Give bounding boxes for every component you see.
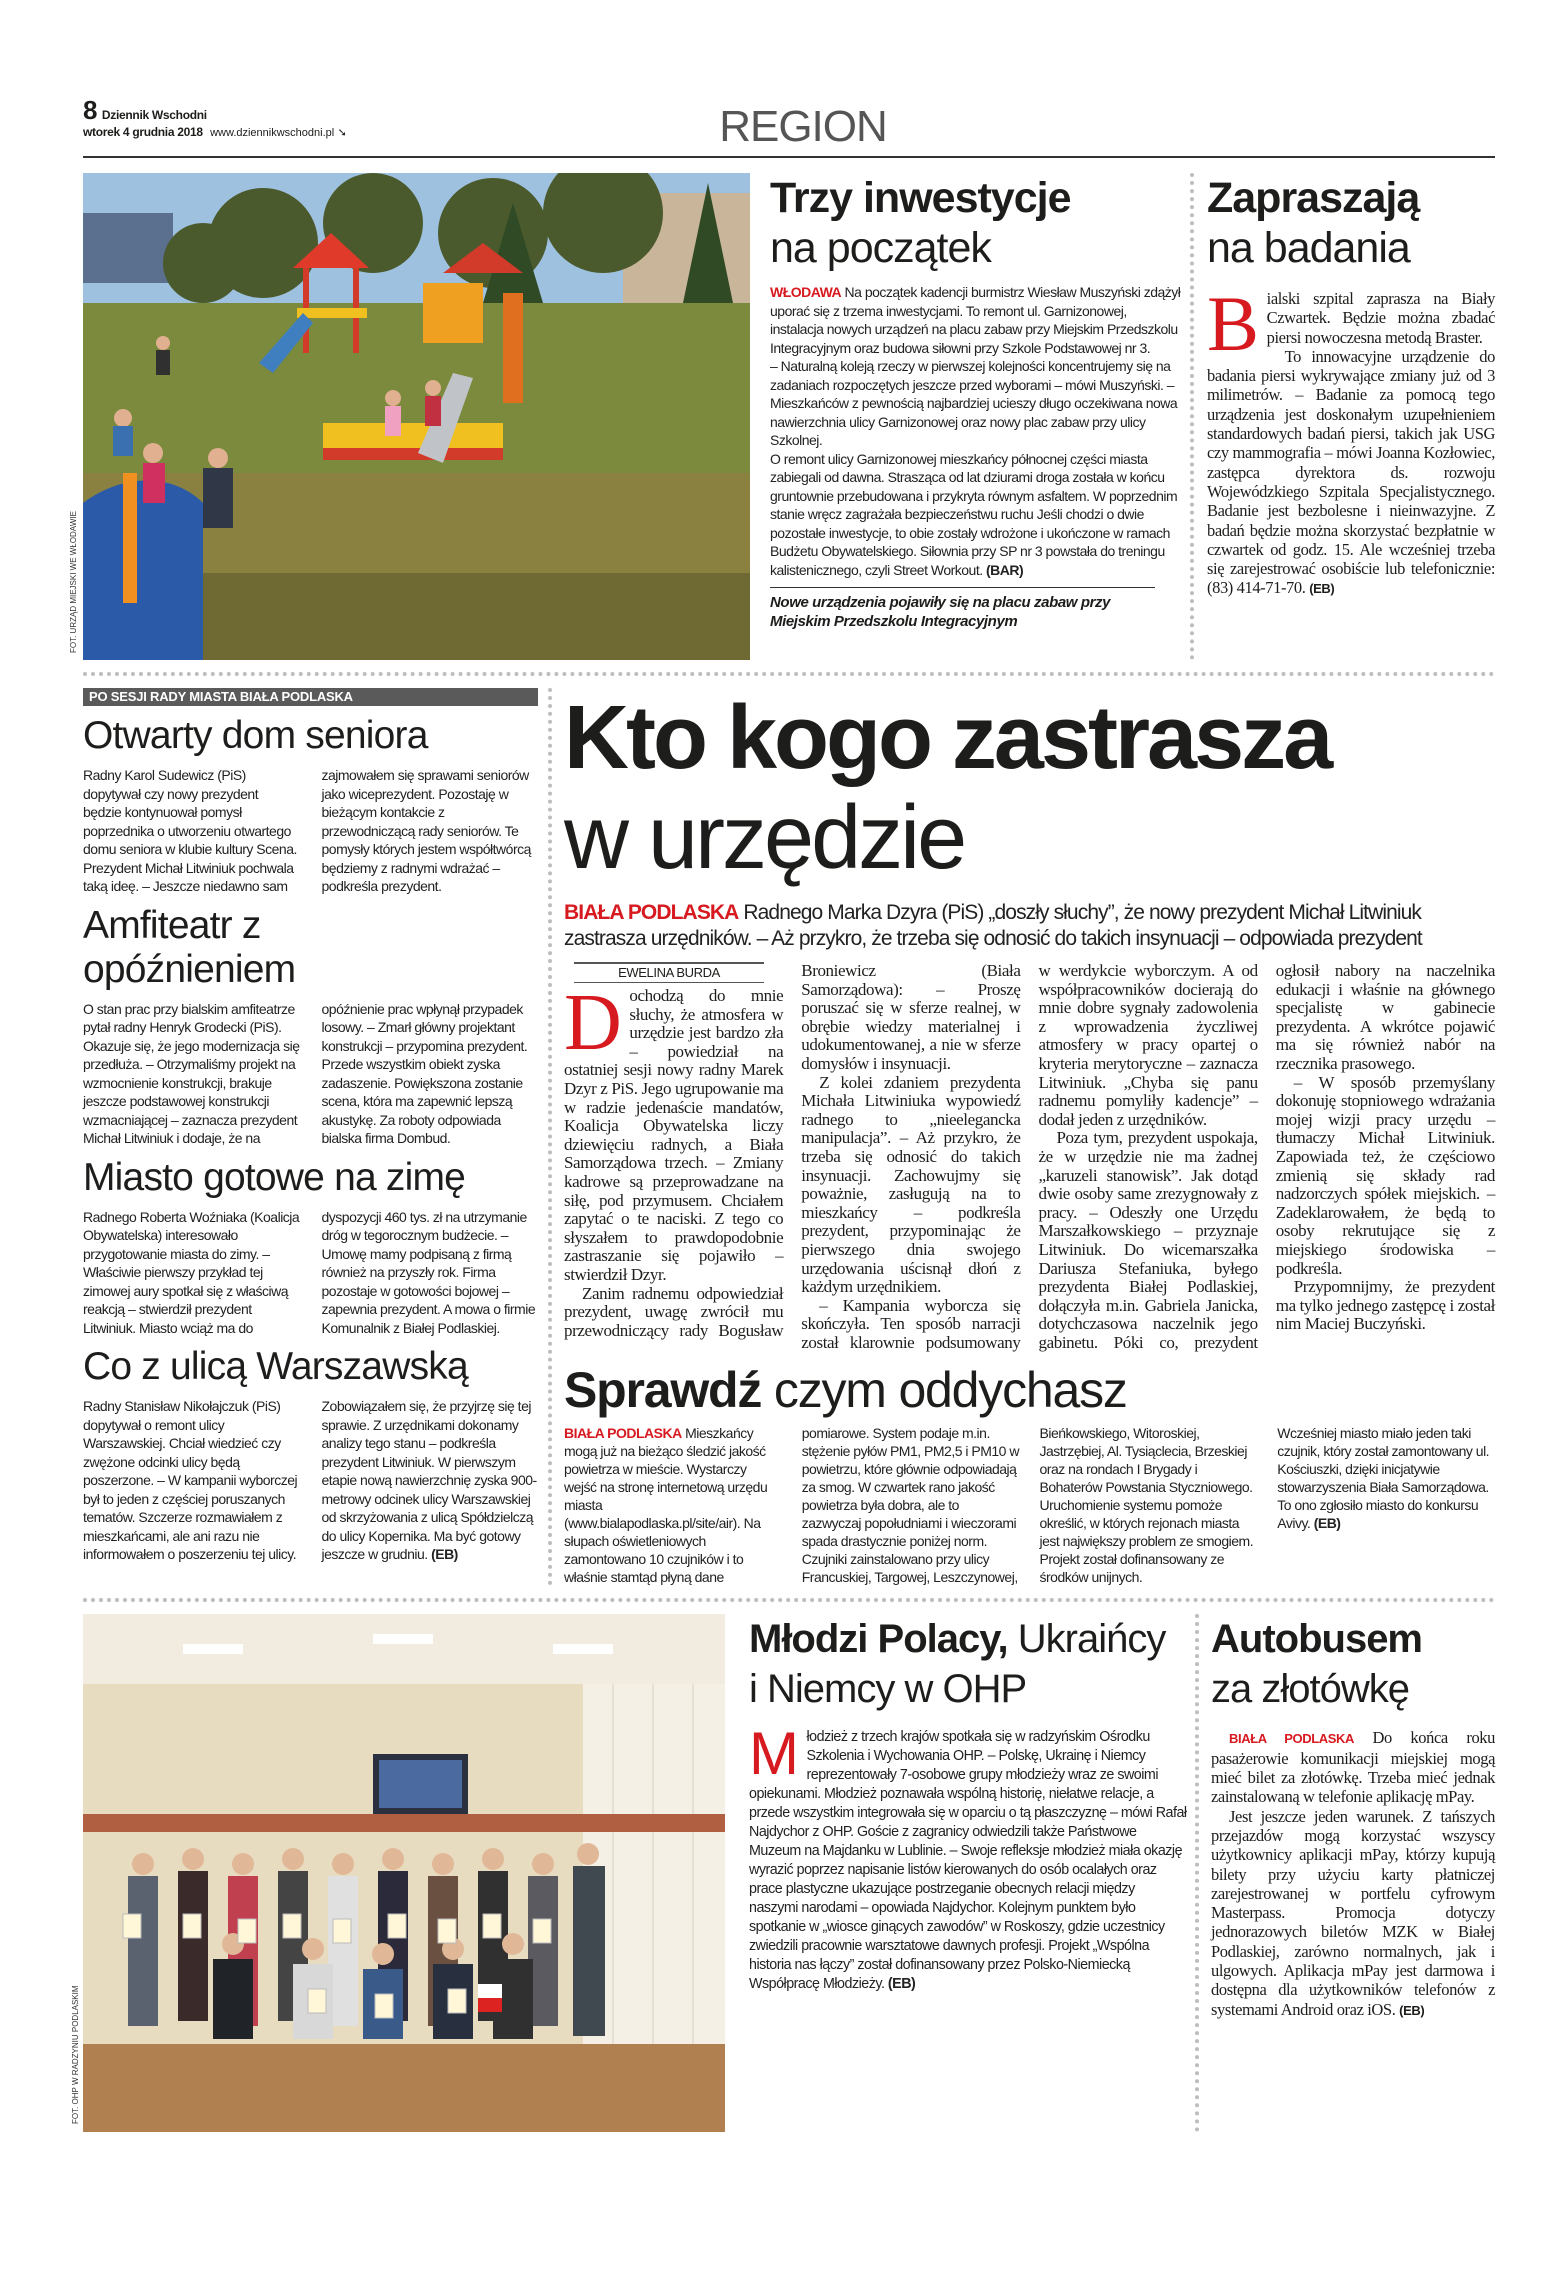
drop-cap: M xyxy=(749,1720,799,1788)
article-body: Bialski szpital zaprasza na Biały Czwartek. Będzie można zbadać piersi nowoczesna metodą Braster. To innowacyjne urządzenie do badania piersi wykrywające zmiany już od 3 milimetrów. – Badanie za pomocą tego urządzenia jest doskonałym uzupełnieniem standardowych badań piersi, takich jak USG czy mammografia – mówi Joanna Kozłowiec, zastępca dyrektora ds. rozwoju Wojewódzkiego Szpitala Specjalistycznego. Badanie jest bezbolesne i nieinwazyjne. Z badań będzie można skorzystać bezpłatnie w czwartek od godz. 15. Ale wcześniej trzeba się zarejestrować osobiście lub telefonicznie: (83) 414-71-70. (EB) xyxy=(1207,280,1495,598)
item-title: Otwarty dom seniora xyxy=(83,714,428,757)
item-title: Amfiteatr z opóźnieniem xyxy=(83,903,296,991)
article-title: Młodzi Polacy, Ukraińcy i Niemcy w OHP xyxy=(749,1617,1166,1712)
article-title: Zapraszają na badania xyxy=(1207,174,1420,272)
location-label: BIAŁA PODLASKA xyxy=(564,1425,682,1442)
drop-cap: B xyxy=(1207,280,1259,367)
signature: (EB) xyxy=(1399,2002,1425,2018)
article-zapraszaja xyxy=(1190,173,1495,660)
article-body: BIAŁA PODLASKA Mieszkańcy mogą już na bieżąco śledzić jakość powietrza w mieście. Wystarczy wejść na stronę internetową urzędu miasta (www.bialapodlaska.pl/site/air). Na słupach oświetleniowych zamontowano 10 czujników i to właśnie stamtąd płyną dane pomiarowe. System podaje m.in. stężenie pyłów PM1, PM2,5 i PM10 w powietrzu, które głównie odpowiadają za smog. W czwartek rano jakość powietrza była dobra, ale to zazwyczaj popołudniami i wieczorami spada drastycznie poniżej norm. Czujniki zainstalowano przy ulicy Francuskiej, Targowej, Leszczynowej, Bieńkowskiego, Witoroskiej, Jastrzębiej, Al. Tysiąclecia, Brzeskiej oraz na rondach I Brygady i Bohaterów Powstania Styczniowego. Uruchomienie systemu pomoże określić, w których rejonach miasta jest największy problem ze smogiem. Projekt został dofinansowany ze środków unijnych. Wcześniej miasto miało jeden taki czujnik, który został zamontowany ul. Kościuszki, dzięki inicjatywie stowarzyszenia Biała Samorządowa. To ono zgłosiło miasto do konkursu Avivy. (EB) xyxy=(564,1425,1490,1586)
signature: (EB) xyxy=(431,1546,458,1562)
main-column xyxy=(548,688,1495,1586)
article-deck: BIAŁA PODLASKA Radnego Marka Dzyra (PiS) „doszły słuchy”, że nowy prezydent Michał Litwiniuk zastrasza urzędników. – Aż przykro, że trzeba się odnosić do takich insynuacji – odpowiada prezydent xyxy=(564,901,1422,950)
article-body: BIAŁA PODLASKA Do końca roku pasażerowie komunikacji miejskiej mogą mieć bilet za złotówkę. Trzeba mieć jednak zainstalowaną w telefonie aplikację mPay. Jest jeszcze jeden warunek. Z tańszych przejazdów mogą korzystać wszyscy użytkownicy aplikacji mPay, którzy kupują bilety przy użyciu karty płatniczej zarejestrowanej w portfelu cyfrowym Masterpass. Promocja dotyczy jednorazowych biletów MZK w Białej Podlaskiej, zarówno normalnych, jak i ulgowych. Aplikacja mPay jest darmowa i dostępna dla użytkowników telefonów z systemami Android oraz iOS. (EB) xyxy=(1211,1728,1495,2019)
location-label: BIAŁA PODLASKA xyxy=(564,901,739,924)
signature: (EB) xyxy=(1313,1515,1341,1532)
article-body: EWELINA BURDA Dochodzą do mnie słuchy, że atmosfera w urzędzie jest bardzo zła – powiedział na ostatniej sesji nowy radny Marek Dzyr z PiS. Jego ugrupowanie ma w radzie jedenaście mandatów, Koalicja Obywatelska liczy dziewięciu radnych, a Biała Samorządowa trzech. – Zmiany kadrowe są przeprowadzane na siłę, pod przymusem. Chciałem zapytać o te naciski. Z tego co słyszałem to prawdopodobnie zastraszanie się pojawiło – stwierdził Dzyr. Zanim radnemu odpowiedział prezydent, uwagę zwrócił mu przewodniczący rady Bogusław Broniewicz (Biała Samorządowa): – Proszę poruszać się w sferze realnej, w obrębie wiedzy materialnej i udokumentowanej, a nie w sferze domysłów i insynuacji. Z kolei zdaniem prezydenta Michała Litwiniuka wypowiedź radnego to „nieelegancka manipulacja”. – Aż przykro, że trzeba się odnosić do takich insynuacji. Zachowujmy się poważnie, zasługują na to mieszkańcy – podkreśla prezydent, przypominając że pierwszego dnia swojego urzędowania uścisnął dłoń z każdym urzędnikiem. – Kampania wyborcza się skończyła. Ten sposób narracji został klarownie podsumowany w werdykcie wyborczym. A od współpracowników docierają do mnie dobre sygnały zadowolenia z wprowadzenia życzliwej atmosfery w pracy opartej o kryteria merytoryczne – zaznacza Litwiniuk. „Chyba się panu radnemu pomyliły kadencje” – dodał jeden z urzędników. Poza tym, prezydent uspokaja, że w urzędzie nie ma żadnej „karuzeli stanowisk”. Jak dotąd dwie osoby same zrezygnowały z pracy. – Odeszły one Urzędu Marszałkowskiego – przyznaje Litwiniuk. Do wicemarszałka Dariusza Stefaniuka, byłego prezydenta Białej Podlaskiej, dołączyła m.in. Gabriela Janicka, dotychczasowa naczelnik jego gabinetu. Póki co, prezydent ogłosił nabory na naczelnika edukacji i właśnie na głównego specjalistę w gabinecie prezydenta. A wkrótce pojawić ma się również nabór na rzecznika prasowego. – W sposób przemyślany dokonuję stopniowego wdrażania mojej wizji pracy urzędu – tłumaczy Michał Litwiniuk. Zapowiada też, że częściowo zmienią się składy rad nadzorczych spółek miejskich. – Zadeklarowałem, że będą to osoby rekrutujące się z miejskiego środowiska – podkreśla. Przypomnijmy, że prezydent ma tylko jednego zastępcę i został nim Maciej Buczyński. xyxy=(564,961,1495,1352)
paper-name: Dziennik Wschodni xyxy=(101,108,207,122)
middle-row xyxy=(83,688,1495,1586)
session-item xyxy=(83,1345,538,1564)
drop-cap: D xyxy=(564,979,622,1067)
playground-image xyxy=(83,173,750,660)
location-label: BIAŁA PODLASKA xyxy=(1229,1731,1354,1747)
session-column xyxy=(83,688,538,1564)
article-body: Młodzież z trzech krajów spotkała się w radzyńskim Ośrodku Szkolenia i Wychowania OHP. – Polskę, Ukrainę i Niemcy reprezentowały 7-osobowe grupy młodzieży wraz ze swoimi opiekunami. Młodzież poznawała wspólną historię, niełatwe relacje, a przede wszystkim integrowała się w oparciu o tą płaszczyznę – mówi Rafał Najdychor z OHP. Goście z zagranicy odwiedzili także Państwowe Muzeum na Majdanku w Lublinie. – Swoje refleksje młodzież miała okazję wyrazić poprzez napisanie listów kierowanych do osób ocalałych oraz prace plastyczne ukazujące postrzeganie obecnych relacji między naszymi narodami – opowiada Najdychor. Kolejnym punktem było spotkanie w „wiosce ginących zawodów” w Roskoszy, gdzie uczestnicy zwiedzili pracownie warsztatowe dawnych profesji. Projekt „Wspólna historia nas łączy” został dofinansowany przez Polsko-Niemiecką Współpracę Młodzieży. (EB) xyxy=(749,1720,1187,1993)
article-title: Trzy inwestycje na początek xyxy=(770,174,1071,272)
session-item xyxy=(83,1156,538,1338)
item-body: O stan prac przy bialskim amfiteatrze pytał radny Henryk Grodecki (PiS). Okazuje się, że jego modernizacja się przedłuża. – Otrzymaliśmy projekt na wzmocnienie konstrukcji, brakuje jeszcze podstawowej konstrukcji wzmacniającej – zaznacza prezydent Michał Litwiniuk i dodaje, że na opóźnienie prac wpłynął przypadek losowy. – Zmarł główny projektant konstrukcji – przypomina prezydent. Przede wszystkim obiekt zyska zadaszenie. Powiększona zostanie scena, która ma zapewnić lepszą akustykę. Za roboty odpowiada bialska firma Dombud. xyxy=(83,1000,528,1146)
site-url[interactable]: www.dziennikwschodni.pl xyxy=(210,127,335,139)
main-headline: Kto kogo zastrasza w urzędzie xyxy=(564,688,1331,888)
byline: EWELINA BURDA xyxy=(574,962,764,983)
photo-credit: FOT. OHP W RADZYNIU PODLASKIM xyxy=(71,1985,80,2125)
section-separator xyxy=(83,672,1495,676)
article-body: WŁODAWA Na początek kadencji burmistrz Wiesław Muszyński zdążył uporać się z trzema inwestycjami. To remont ul. Garnizonowej, instalacja nowych urządzeń na placu zabaw przy Miejskim Przedszkolu Integracyjnym oraz budowa siłowni przy Szkole Podstawowej nr 3. – Naturalną koleją rzeczy w pierwszej kolejności koncentrujemy się na zadaniach rozpoczętych jeszcze przed wyborami – mówi Muszyński. – Mieszkańców z pewnością najbardziej ucieszy długo oczekiwana nowa nawierzchnia ulicy Garnizonowej oraz nowy plac zabaw przy ulicy Szkolnej. O remont ulicy Garnizonowej mieszkańcy północnej części miasta zabiegali od dawna. Strasząca od lat dziurami droga została w końcu gruntownie przebudowana i przykryta równym asfaltem. W poprzednim stanie wręcz zagrażała bezpieczeństwu ruchu Jeśli chodzi o dwie pozostałe inwestycje, to obie zostały wdrożone i ukończone w ramach Budżetu Obywatelskiego. Siłownia przy SP nr 3 powstała do treningu kalistenicznego, czyli Street Workout. (BAR) xyxy=(770,284,1181,578)
issue-date: wtorek 4 grudnia 2018 xyxy=(83,125,203,139)
article-autobusem xyxy=(1195,1614,1495,2132)
page-header xyxy=(83,95,1495,158)
bottom-row xyxy=(71,1614,1495,2132)
section-bar: PO SESJI RADY MIASTA BIAŁA PODLASKA xyxy=(83,688,538,706)
main-article xyxy=(564,688,1495,1352)
item-body: Radnego Roberta Woźniaka (Koalicja Obywatelska) interesowało przygotowanie miasta do zimy. – Właściwie pierwszy przykład tej zimowej aury spotkał się z właściwą reakcją – stwierdził prezydent Litwiniuk. Miasto wciąż ma do dyspozycji 460 tys. zł na utrzymanie dróg w tegorocznym budżecie. – Umowę mamy podpisaną z firmą również na przyszły rok. Firma pozostaje w gotowości bojowej – zapewnia prezydent. A mowa o firmie Komunalnik z Białej Podlaskiej. xyxy=(83,1208,536,1336)
item-body: Radny Karol Sudewicz (PiS) dopytywał czy nowy prezydent będzie kontynuował pomysł poprzednika o utworzeniu otwartego domu seniora w klubie kultury Scena. Prezydent Michał Litwiniuk pochwala taką ideę. – Jeszcze niedawno sam zajmowałem się sprawami seniorów jako wiceprezydent. Pozostaję w bieżącym kontakcie z przewodniczącą rady seniorów. Te pomysły których jestem współtwórcą będziemy z radnymi wdrażać – podkreśla prezydent. xyxy=(83,767,531,894)
article-air-quality xyxy=(564,1362,1495,1586)
article-title: Autobusem za złotówkę xyxy=(1211,1617,1422,1712)
page-number: 8 xyxy=(83,95,98,125)
top-row xyxy=(69,173,1495,660)
article-ohp xyxy=(749,1614,1187,1994)
photo-credit: FOT. URZĄD MIEJSKI WE WŁODAWIE xyxy=(69,511,78,653)
item-title: Co z ulicą Warszawską xyxy=(83,1345,468,1388)
signature: (EB) xyxy=(887,1976,916,1993)
item-body: Radny Stanisław Nikołajczuk (PiS) dopytywał o remont ulicy Warszawskiej. Chciał wiedzieć czy zwężone odcinki ulicy będą poszerzone. – W kampanii wyborczej był to jeden z częściej poruszanych tematów. Szczerze rozmawiałem z mieszkańcami, ale ani razu nie informowałem o poszerzeniu tej ulicy. Zobowiązałem się, że przyjrzę się tej sprawie. Z urzędnikami dokonamy analizy tego stanu – podkreśla prezydent Litwiniuk. W pierwszym etapie nową nawierzchnię zyska 900-metrowy odcinek ulicy Warszawskiej od skrzyżowania z ulicą Spółdzielczą do ulicy Kopernika. Ma być gotowy jeszcze w grudniu. (EB) xyxy=(83,1398,537,1562)
item-title: Miasto gotowe na zimę xyxy=(83,1155,466,1199)
session-item xyxy=(83,714,538,896)
playground-photo xyxy=(69,173,750,660)
article-trzy-inwestycje xyxy=(770,173,1182,631)
cursor-icon: ➘ xyxy=(337,127,347,139)
location-label: WŁODAWA xyxy=(770,284,842,300)
article-title: Sprawdź czym oddychasz xyxy=(564,1362,1127,1419)
section-title: REGION xyxy=(719,102,887,151)
group-photo xyxy=(71,1614,725,2132)
session-item xyxy=(83,904,538,1148)
group-image xyxy=(83,1614,725,2132)
signature: (EB) xyxy=(1309,581,1335,597)
photo-caption: Nowe urządzenia pojawiły się na placu zabaw przy Miejskim Przedszkolu Integracyjnym xyxy=(770,587,1155,631)
section-separator xyxy=(83,1598,1495,1602)
newspaper-page xyxy=(69,95,1495,2132)
signature: (BAR) xyxy=(986,561,1024,578)
